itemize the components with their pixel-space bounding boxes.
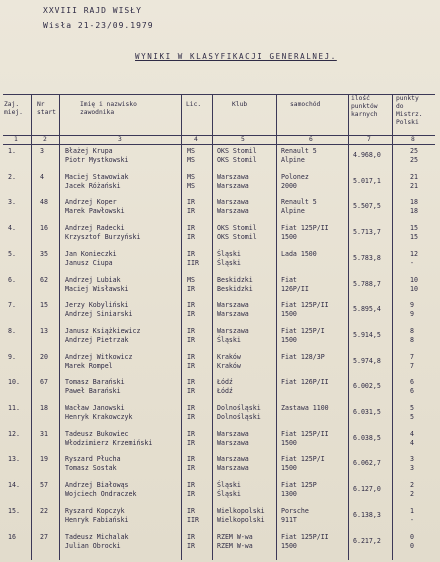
driver-name: Andrzej Białowąs <box>65 481 129 490</box>
codriver-name: Piotr Mystkowski <box>65 156 129 164</box>
car-model: Polonez <box>281 172 309 181</box>
place: 16 <box>8 532 16 541</box>
codriver-licence: IR <box>187 207 195 216</box>
championship-points-codriver: 10 <box>410 284 418 293</box>
championship-points-codriver: 2 <box>410 490 414 499</box>
table-row <box>0 507 440 531</box>
championship-points-codriver: 15 <box>410 233 418 242</box>
codriver-licence: IIR <box>187 258 199 267</box>
col-header-club: Klub <box>232 101 248 108</box>
col-header-championship: punkty do Mistrz. Polski <box>396 95 423 126</box>
penalty-points: 5.017,1 <box>353 176 381 185</box>
penalty-points: 5.895,4 <box>353 305 381 314</box>
championship-points-codriver: 3 <box>410 464 414 473</box>
start-number: 20 <box>40 352 48 361</box>
start-number: 18 <box>40 404 48 412</box>
table-row <box>0 430 440 454</box>
penalty-points: 6.038,5 <box>353 433 381 442</box>
codriver-club: Kraków <box>217 361 241 370</box>
driver-club: Warszawa <box>217 326 249 335</box>
car-model: Renault 5 <box>281 147 317 155</box>
colnum-rule <box>3 144 435 145</box>
driver-club: RZEM W-wa <box>217 532 253 541</box>
codriver-club: Śląski <box>217 490 241 499</box>
start-number: 31 <box>40 429 48 438</box>
driver-club: Łódź <box>217 378 233 387</box>
codriver-licence: IR <box>187 438 195 447</box>
table-row <box>0 481 440 505</box>
driver-licence: IR <box>187 326 195 335</box>
codriver-name: Marek Rompel <box>65 361 113 370</box>
start-number: 16 <box>40 224 48 233</box>
championship-points-driver: 15 <box>410 224 418 233</box>
championship-points-codriver: 8 <box>410 335 414 344</box>
driver-club: Warszawa <box>217 172 249 181</box>
event-date: Wisła 21-23/09.1979 <box>43 21 154 30</box>
col-header-lic: Lic. <box>186 101 202 108</box>
car-model: Fiat 125P/II <box>281 429 329 438</box>
championship-points-codriver: 0 <box>410 541 414 550</box>
car-model: Renault 5 <box>281 198 317 207</box>
driver-name: Janusz Książkiewicz <box>65 326 141 335</box>
driver-club: Beskidzki <box>217 275 253 284</box>
col-number: 4 <box>194 136 198 143</box>
driver-name: Wacław Janowski <box>65 404 125 412</box>
table-row <box>0 224 440 248</box>
codriver-name: Krzysztof Burzyński <box>65 233 141 242</box>
driver-licence: IR <box>187 404 195 412</box>
codriver-club: Warszawa <box>217 464 249 473</box>
driver-licence: IR <box>187 429 195 438</box>
driver-club: Śląski <box>217 481 241 490</box>
driver-licence: IR <box>187 301 195 310</box>
table-row <box>0 147 440 171</box>
codriver-name: Andrzej Siniarski <box>65 310 133 319</box>
codriver-name: Henryk Fabiański <box>65 515 129 524</box>
driver-licence: IR <box>187 352 195 361</box>
car-model-detail: 1500 <box>281 310 297 319</box>
table-row <box>0 404 440 428</box>
championship-points-codriver: 21 <box>410 181 418 190</box>
driver-name: Andrzej Lubiak <box>65 275 121 284</box>
table-row <box>0 455 440 479</box>
driver-name: Andrzej Koper <box>65 198 117 207</box>
car-model: Fiat 126P/II <box>281 378 329 387</box>
codriver-licence: MS <box>187 156 195 164</box>
col-header-points: ilość punktów karnych <box>351 95 378 118</box>
championship-points-driver: 10 <box>410 275 418 284</box>
start-number: 67 <box>40 378 48 387</box>
start-number: 35 <box>40 249 48 258</box>
driver-name: Ryszard Płucha <box>65 455 121 464</box>
car-model: Fiat 125P/II <box>281 224 329 233</box>
place: 5. <box>8 249 16 258</box>
driver-club: Warszawa <box>217 455 249 464</box>
col-number: 5 <box>241 136 245 143</box>
codriver-licence: IR <box>187 464 195 473</box>
place: 3. <box>8 198 16 207</box>
championship-points-driver: 18 <box>410 198 418 207</box>
car-model: Fiat 125P/II <box>281 532 329 541</box>
place: 13. <box>8 455 20 464</box>
place: 15. <box>8 506 20 515</box>
penalty-points: 6.002,5 <box>353 382 381 391</box>
table-row <box>0 276 440 300</box>
col-header-car: samochód <box>290 101 321 108</box>
place: 10. <box>8 378 20 387</box>
car-model-detail: 1300 <box>281 490 297 499</box>
driver-name: Tadeusz Bukowiec <box>65 429 129 438</box>
driver-name: Tomasz Barański <box>65 378 125 387</box>
car-model: Fiat 128/3P <box>281 352 325 361</box>
driver-licence: IR <box>187 481 195 490</box>
championship-points-codriver: 6 <box>410 387 414 396</box>
driver-club: Warszawa <box>217 301 249 310</box>
place: 6. <box>8 275 16 284</box>
col-number: 6 <box>309 136 313 143</box>
codriver-name: Paweł Barański <box>65 387 121 396</box>
penalty-points: 5.507,5 <box>353 202 381 211</box>
driver-club: Śląski <box>217 249 241 258</box>
codriver-club: OKS Stomil <box>217 233 257 242</box>
codriver-club: Warszawa <box>217 438 249 447</box>
penalty-points: 5.713,7 <box>353 228 381 237</box>
codriver-licence: IR <box>187 387 195 396</box>
codriver-club: Śląski <box>217 335 241 344</box>
codriver-name: Henryk Krakowczyk <box>65 413 133 421</box>
codriver-club: Warszawa <box>217 181 249 190</box>
car-model-detail: 911T <box>281 515 297 524</box>
codriver-licence: IR <box>187 335 195 344</box>
codriver-club: OKS Stomil <box>217 156 257 164</box>
start-number: 62 <box>40 275 48 284</box>
championship-points-codriver: 18 <box>410 207 418 216</box>
codriver-name: Maciej Wisławski <box>65 284 129 293</box>
table-row <box>0 198 440 222</box>
codriver-club: Łódź <box>217 387 233 396</box>
codriver-licence: IR <box>187 413 195 421</box>
start-number: 57 <box>40 481 48 490</box>
car-model-detail: 1500 <box>281 335 297 344</box>
col-number: 2 <box>43 136 47 143</box>
car-model: Fiat <box>281 275 297 284</box>
start-number: 13 <box>40 326 48 335</box>
championship-points-codriver: 9 <box>410 310 414 319</box>
championship-points-driver: 5 <box>410 404 414 412</box>
event-title: XXVIII RAJD WISŁY <box>43 6 142 15</box>
start-number: 15 <box>40 301 48 310</box>
driver-name: Jerzy Kobyliński <box>65 301 129 310</box>
start-number: 27 <box>40 532 48 541</box>
driver-licence: IR <box>187 378 195 387</box>
driver-licence: MS <box>187 275 195 284</box>
car-model-detail: 1500 <box>281 438 297 447</box>
col-number: 1 <box>14 136 18 143</box>
penalty-points: 6.031,5 <box>353 408 381 416</box>
championship-points-driver: 2 <box>410 481 414 490</box>
col-number: 8 <box>411 136 415 143</box>
codriver-name: Julian Obrocki <box>65 541 121 550</box>
table-row <box>0 327 440 351</box>
col-number: 7 <box>367 136 371 143</box>
codriver-club: Warszawa <box>217 310 249 319</box>
championship-points-codriver: - <box>410 258 414 267</box>
table-row <box>0 301 440 325</box>
car-model-detail: 126P/II <box>281 284 309 293</box>
penalty-points: 6.127,0 <box>353 485 381 494</box>
col-header-name: Imię i nazwisko zawodnika <box>80 101 137 116</box>
driver-club: Kraków <box>217 352 241 361</box>
championship-points-driver: 3 <box>410 455 414 464</box>
car-model-detail: 2000 <box>281 181 297 190</box>
driver-name: Błażej Krupa <box>65 147 113 155</box>
car-model-detail: 1500 <box>281 233 297 242</box>
championship-points-codriver: - <box>410 515 414 524</box>
championship-points-driver: 12 <box>410 249 418 258</box>
place: 7. <box>8 301 16 310</box>
place: 8. <box>8 326 16 335</box>
driver-name: Andrzej Radecki <box>65 224 125 233</box>
driver-name: Ryszard Kopczyk <box>65 506 125 515</box>
codriver-name: Włodzimierz Krzemiński <box>65 438 153 447</box>
penalty-points: 5.788,7 <box>353 279 381 288</box>
driver-club: OKS Stomil <box>217 224 257 233</box>
place: 2. <box>8 172 16 181</box>
codriver-name: Wojciech Ondraczek <box>65 490 137 499</box>
championship-points-codriver: 4 <box>410 438 414 447</box>
table-row <box>0 250 440 274</box>
car-model-detail: 1500 <box>281 541 297 550</box>
driver-licence: MS <box>187 147 195 155</box>
car-model: Zastawa 1100 <box>281 404 329 412</box>
codriver-club: RZEM W-wa <box>217 541 253 550</box>
championship-points-driver: 8 <box>410 326 414 335</box>
codriver-club: Śląski <box>217 258 241 267</box>
driver-club: Wielkopolski <box>217 506 265 515</box>
driver-licence: IR <box>187 224 195 233</box>
driver-club: Dolnośląski <box>217 404 261 412</box>
championship-points-driver: 6 <box>410 378 414 387</box>
car-model-detail: Alpine <box>281 207 305 216</box>
table-row <box>0 353 440 377</box>
penalty-points: 6.138,3 <box>353 510 381 519</box>
codriver-club: Beskidzki <box>217 284 253 293</box>
codriver-licence: IR <box>187 361 195 370</box>
championship-points-codriver: 25 <box>410 156 418 164</box>
championship-points-driver: 21 <box>410 172 418 181</box>
driver-licence: IR <box>187 455 195 464</box>
penalty-points: 4.968,0 <box>353 151 381 159</box>
codriver-name: Andrzej Pietrzak <box>65 335 129 344</box>
codriver-club: Dolnośląski <box>217 413 261 421</box>
place: 12. <box>8 429 20 438</box>
penalty-points: 5.914,5 <box>353 330 381 339</box>
championship-points-codriver: 5 <box>410 413 414 421</box>
penalty-points: 6.217,2 <box>353 536 381 545</box>
driver-club: OKS Stomil <box>217 147 257 155</box>
penalty-points: 6.062,7 <box>353 459 381 468</box>
start-number: 19 <box>40 455 48 464</box>
championship-points-driver: 7 <box>410 352 414 361</box>
start-number: 3 <box>40 147 44 155</box>
driver-licence: IR <box>187 532 195 541</box>
driver-club: Warszawa <box>217 198 249 207</box>
codriver-licence: IIR <box>187 515 199 524</box>
codriver-club: Warszawa <box>217 207 249 216</box>
car-model-detail: Alpine <box>281 156 305 164</box>
codriver-name: Jacek Różański <box>65 181 121 190</box>
driver-licence: IR <box>187 506 195 515</box>
championship-points-driver: 9 <box>410 301 414 310</box>
codriver-club: Wielkopolski <box>217 515 265 524</box>
championship-points-driver: 4 <box>410 429 414 438</box>
car-model: Fiat 125P/I <box>281 326 325 335</box>
codriver-licence: IR <box>187 541 195 550</box>
car-model: Fiat 125P/I <box>281 455 325 464</box>
championship-points-codriver: 7 <box>410 361 414 370</box>
driver-licence: MS <box>187 172 195 181</box>
col-header-start: Nr start <box>37 101 56 116</box>
penalty-points: 5.974,8 <box>353 356 381 365</box>
place: 9. <box>8 352 16 361</box>
car-model-detail: 1500 <box>281 464 297 473</box>
document-title: WYNIKI W KLASYFIKACJI GENERALNEJ. <box>135 52 337 61</box>
driver-name: Andrzej Witkowicz <box>65 352 133 361</box>
place: 4. <box>8 224 16 233</box>
championship-points-driver: 1 <box>410 506 414 515</box>
car-model: Porsche <box>281 506 309 515</box>
car-model: Fiat 125P <box>281 481 317 490</box>
car-model: Fiat 125P/II <box>281 301 329 310</box>
col-number: 3 <box>118 136 122 143</box>
place: 1. <box>8 147 16 155</box>
penalty-points: 5.783,8 <box>353 253 381 262</box>
codriver-licence: IR <box>187 490 195 499</box>
table-row <box>0 378 440 402</box>
start-number: 48 <box>40 198 48 207</box>
place: 14. <box>8 481 20 490</box>
table-row <box>0 533 440 557</box>
col-header-place: Zaj. miej. <box>4 101 23 116</box>
driver-name: Maciej Stawowiak <box>65 172 129 181</box>
codriver-licence: IR <box>187 233 195 242</box>
start-number: 4 <box>40 172 44 181</box>
codriver-name: Janusz Ciupa <box>65 258 113 267</box>
driver-name: Tadeusz Michalak <box>65 532 129 541</box>
table-row <box>0 173 440 197</box>
driver-club: Warszawa <box>217 429 249 438</box>
start-number: 22 <box>40 506 48 515</box>
codriver-name: Marek Pawłowski <box>65 207 125 216</box>
championship-points-driver: 25 <box>410 147 418 155</box>
driver-name: Jan Konieczki <box>65 249 117 258</box>
codriver-licence: MS <box>187 181 195 190</box>
codriver-licence: IR <box>187 310 195 319</box>
driver-licence: IR <box>187 198 195 207</box>
codriver-name: Tomasz Sostak <box>65 464 117 473</box>
codriver-licence: IR <box>187 284 195 293</box>
championship-points-driver: 0 <box>410 532 414 541</box>
car-model: Lada 1500 <box>281 249 317 258</box>
driver-licence: IR <box>187 249 195 258</box>
place: 11. <box>8 404 20 412</box>
